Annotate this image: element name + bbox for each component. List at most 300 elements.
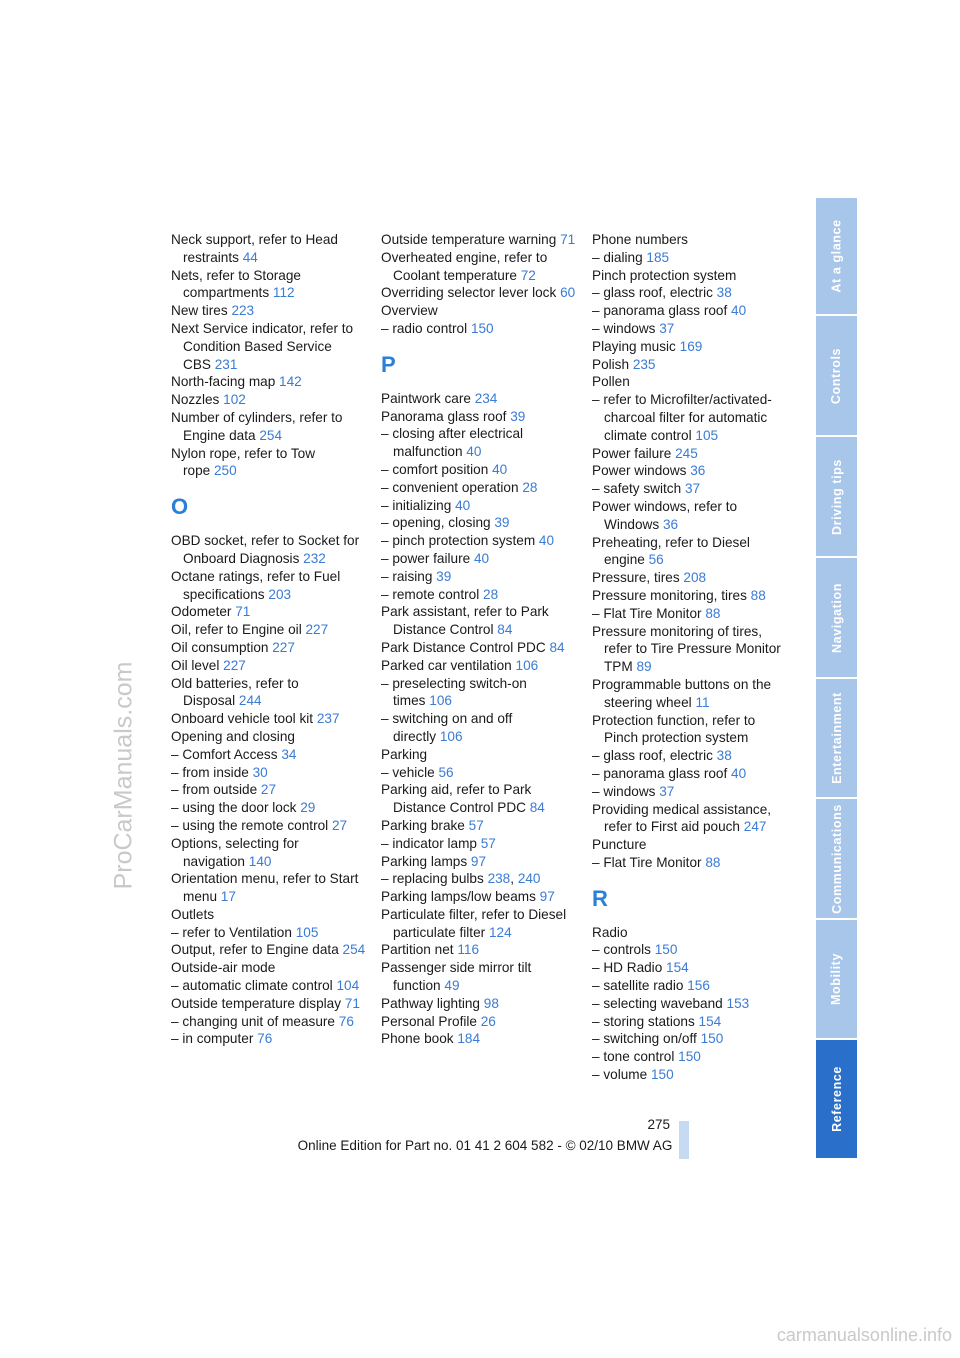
side-watermark-text: ProCarManuals.com — [109, 661, 138, 889]
sidebar-tab-label: Communications — [829, 803, 844, 914]
page-link[interactable]: 28 — [522, 479, 538, 495]
index-entry-text: Panorama glass roof — [381, 408, 507, 424]
index-entry — [381, 906, 581, 942]
index-entry — [381, 514, 581, 532]
index-entry — [171, 409, 371, 445]
page-link[interactable]: 60 — [560, 285, 576, 301]
index-entry-text: Parking brake — [381, 817, 465, 833]
index-entry — [592, 284, 792, 302]
index-entry-text: – from outside — [171, 782, 258, 798]
index-entry-text: Octane ratings, refer to Fuel specifications — [171, 568, 341, 602]
page-link[interactable]: 76 — [338, 1013, 354, 1029]
section-letter: O — [171, 494, 189, 520]
page-link[interactable]: 185 — [646, 249, 670, 265]
index-entry — [381, 835, 581, 853]
index-entry-text: – indicator lamp — [381, 835, 477, 851]
index-entry — [381, 231, 581, 249]
index-entry — [171, 1030, 371, 1048]
side-watermark — [104, 565, 144, 985]
index-entry-text: – refer to Ventilation — [171, 924, 292, 940]
page-link[interactable]: 124 — [488, 924, 512, 940]
index-entry-text: Park Distance Control PDC — [381, 639, 546, 655]
page-link[interactable]: 97 — [470, 853, 487, 869]
page-link[interactable]: 40 — [455, 497, 471, 513]
index-entry — [171, 568, 371, 604]
index-entry-text: Next Service indicator, refer to Condition Based Service CBS — [171, 320, 354, 372]
index-entry-text: – panorama glass roof — [592, 765, 728, 781]
sidebar-tab-label: Navigation — [829, 582, 844, 653]
index-entry-text: Partition net — [381, 942, 454, 958]
index-entry-text: Nozzles — [171, 392, 220, 408]
page-link[interactable]: 88 — [750, 587, 766, 603]
page-link[interactable]: 153 — [726, 995, 750, 1011]
index-entry — [171, 870, 371, 906]
index-entry-text: Paintwork care — [381, 390, 471, 406]
index-entry — [592, 1013, 792, 1031]
page-link[interactable]: 37 — [659, 783, 675, 799]
index-entry-text: – tone control — [592, 1049, 675, 1065]
sidebar-tab-driving-tips[interactable] — [816, 437, 857, 556]
page-link[interactable]: 254 — [259, 427, 283, 443]
index-entry — [381, 603, 581, 639]
index-entry — [171, 924, 371, 942]
page-link[interactable]: 232 — [303, 550, 326, 566]
index-entry — [171, 1013, 371, 1031]
index-entry — [592, 801, 792, 837]
index-entry — [171, 959, 371, 977]
index-entry-text: – Flat Tire Monitor — [592, 854, 702, 870]
index-entry — [171, 302, 371, 320]
index-entry-text: – Flat Tire Monitor — [592, 605, 702, 621]
sidebar-tab-label: Mobility — [829, 952, 844, 1006]
index-entry-text: – panorama glass roof — [592, 303, 728, 319]
page-link[interactable]: 237 — [316, 711, 340, 727]
index-entry — [381, 568, 581, 586]
index-entry — [381, 764, 581, 782]
index-entry-text: Overheated engine, refer to Coolant temperature — [381, 249, 548, 283]
page-link[interactable]: 49 — [444, 978, 460, 994]
index-entry — [381, 284, 581, 302]
index-entry-text: – switching on/off — [592, 1031, 697, 1047]
page-link[interactable]: 88 — [705, 854, 721, 870]
index-entry — [171, 657, 371, 675]
index-entry-text: Power failure — [592, 445, 672, 461]
index-entry — [592, 1048, 792, 1066]
page-link[interactable]: 247 — [743, 819, 767, 835]
index-entry-text: Playing music — [592, 338, 676, 354]
sidebar-tab-mobility[interactable] — [816, 920, 857, 1038]
section-letter: R — [592, 885, 608, 911]
index-entry — [592, 854, 792, 872]
index-entry-text: Pinch protection system — [592, 267, 737, 283]
page-link[interactable]: 40 — [466, 444, 482, 460]
page-link[interactable]: 37 — [659, 320, 675, 336]
page-link[interactable]: 105 — [695, 427, 719, 443]
page-link[interactable]: 40 — [492, 461, 508, 477]
sidebar-tab-communications[interactable] — [816, 799, 857, 918]
index-entry-text: – windows — [592, 783, 656, 799]
page-link[interactable]: 57 — [480, 835, 496, 851]
page-link[interactable]: 106 — [515, 657, 539, 673]
page-link[interactable]: 227 — [223, 657, 246, 673]
index-entry — [592, 977, 792, 995]
index-entry — [592, 587, 792, 605]
index-entry — [171, 675, 371, 711]
index-entry-text: OBD socket, refer to Socket for Onboard Diagnosis — [171, 533, 360, 566]
index-entry — [592, 623, 792, 676]
index-entry-text: – safety switch — [592, 481, 682, 497]
index-entry — [381, 710, 581, 746]
index-entry-text: – remote control — [381, 586, 480, 602]
page-link[interactable]: 154 — [698, 1013, 722, 1029]
index-entry — [381, 1030, 581, 1048]
page-link[interactable]: 105 — [295, 924, 319, 940]
page-link[interactable]: 106 — [439, 728, 463, 744]
page-link[interactable]: 89 — [636, 659, 652, 675]
page-link[interactable]: 244 — [238, 693, 262, 709]
index-entry-text: Old batteries, refer to Disposal — [171, 675, 299, 709]
index-entry — [592, 249, 792, 267]
page-link[interactable]: 17 — [220, 889, 236, 905]
index-entry — [592, 569, 792, 587]
page-link[interactable]: 27 — [331, 817, 348, 833]
page-link[interactable]: 250 — [214, 463, 237, 479]
index-entry — [592, 1066, 792, 1084]
index-entry — [381, 479, 581, 497]
page-link[interactable]: 40 — [473, 550, 490, 566]
index-entry-text: – automatic climate control — [171, 978, 333, 994]
page-link[interactable]: 38 — [716, 748, 732, 764]
page-link[interactable]: 245 — [675, 445, 698, 461]
index-entry — [592, 302, 792, 320]
page-link[interactable]: 36 — [690, 463, 706, 479]
page-link[interactable]: 154 — [666, 960, 689, 976]
index-entry-text: – radio control — [381, 320, 468, 336]
page-link[interactable]: 102 — [223, 392, 246, 408]
index-entry — [381, 532, 581, 550]
page-link[interactable]: 71 — [235, 604, 251, 620]
index-entry-text: New tires — [171, 303, 228, 319]
index-entry-text: Oil level — [171, 657, 220, 673]
index-entry-text: Orientation menu, refer to Start menu — [171, 871, 359, 905]
index-entry — [381, 639, 581, 657]
index-entry — [171, 710, 371, 728]
sidebar-tab-label: Controls — [829, 347, 844, 404]
index-entry — [381, 959, 581, 995]
page-link[interactable]: 29 — [300, 800, 316, 816]
index-entry — [381, 853, 581, 871]
page-link[interactable]: 76 — [257, 1031, 273, 1047]
index-entry-text: Power windows — [592, 463, 687, 479]
page-link[interactable]: 234 — [474, 390, 498, 406]
page-link[interactable]: 26 — [480, 1013, 496, 1029]
index-entry-text: – controls — [592, 942, 651, 958]
page-link[interactable]: 104 — [336, 978, 360, 994]
index-entry: – replacing bulbs 238, 240 — [381, 871, 541, 887]
page-link[interactable]: 34 — [281, 746, 297, 762]
page-link[interactable]: 40 — [731, 765, 747, 781]
index-entry-text: – satellite radio — [592, 978, 684, 994]
index-entry-text: Outside-air mode — [171, 960, 276, 976]
index-entry — [592, 480, 792, 498]
index-entry — [592, 712, 792, 748]
page-link[interactable]: 227 — [305, 622, 329, 638]
page-link[interactable]: 98 — [483, 995, 499, 1011]
sidebar-tab-label: At a glance — [829, 219, 844, 293]
index-entry — [592, 836, 792, 854]
section-letter: P — [381, 351, 396, 377]
page-link[interactable]: 240 — [517, 871, 541, 887]
index-entry-text: – power failure — [381, 550, 471, 566]
page-link[interactable]: 57 — [468, 817, 484, 833]
page-link[interactable]: 72 — [520, 267, 536, 283]
footer-edition: Online Edition for Part no. 01 41 2 604 582 - © 02/10 BMW AG — [297, 1138, 673, 1153]
page-link[interactable]: 106 — [429, 693, 452, 709]
index-entry — [381, 675, 581, 711]
index-entry — [171, 764, 371, 782]
index-entry-text: Parking lamps/low beams — [381, 889, 536, 905]
index-entry — [171, 781, 371, 799]
index-entry — [592, 765, 792, 783]
index-entry-text: Pressure monitoring of tires, refer to Tire Pressure Monitor TPM — [592, 623, 781, 675]
index-entry-text: Pollen — [592, 374, 630, 390]
page-link[interactable]: 150 — [700, 1031, 724, 1047]
index-entry-text: Programmable buttons on the steering wheel — [592, 676, 772, 710]
index-entry-text: Phone numbers — [592, 232, 688, 247]
index-entry — [592, 783, 792, 801]
index-entry-text: – HD Radio — [592, 960, 663, 976]
index-entry — [381, 497, 581, 515]
page-link[interactable]: 97 — [539, 889, 555, 905]
index-entry-text: Power windows, refer to Windows — [592, 498, 738, 532]
page-link[interactable]: 40 — [538, 533, 555, 549]
index-entry — [592, 231, 792, 249]
page-link[interactable]: 38 — [716, 285, 732, 301]
index-entry — [171, 231, 371, 267]
index-entry-text: Outside temperature display — [171, 995, 342, 1011]
page-link[interactable]: 184 — [457, 1031, 481, 1047]
index-entry — [171, 746, 371, 764]
index-entry-text: Opening and closing — [171, 728, 295, 744]
index-entry-text: – windows — [592, 320, 656, 336]
page-link[interactable]: 39 — [436, 568, 452, 584]
index-entry-text: – opening, closing — [381, 515, 491, 531]
index-entry-text: Particulate filter, refer to Diesel particulate filter — [381, 906, 567, 940]
index-entry-text: – selecting waveband — [592, 995, 723, 1011]
index-entry — [592, 391, 792, 444]
index-entry-text: – glass roof, electric — [592, 285, 713, 301]
index-entry — [171, 639, 371, 657]
page-link[interactable]: 11 — [695, 694, 710, 710]
index-entry — [171, 817, 371, 835]
page-link[interactable]: 169 — [679, 338, 703, 354]
sidebar-tab-label: Driving tips — [829, 458, 844, 535]
page-number: 275 — [647, 1117, 670, 1132]
index-entry — [592, 941, 792, 959]
index-entry-text: Outside temperature warning — [381, 232, 557, 247]
sidebar-tab-entertainment[interactable] — [816, 679, 857, 797]
page-link[interactable]: 36 — [662, 516, 679, 532]
index-entry-text: – pinch protection system — [381, 533, 536, 549]
index-entry-text: Pressure, tires — [592, 570, 680, 586]
index-entry-text: Puncture — [592, 837, 647, 853]
index-entry — [592, 924, 792, 942]
index-entry-text: Pressure monitoring, tires — [592, 587, 747, 603]
index-entry — [381, 408, 581, 426]
index-entry — [171, 977, 371, 995]
page-link[interactable]: 254 — [342, 942, 366, 958]
page-link[interactable]: 156 — [687, 978, 710, 994]
index-entry — [171, 995, 371, 1013]
page-link[interactable]: 27 — [260, 782, 277, 798]
index-entry-text: Parked car ventilation — [381, 657, 512, 673]
page-link[interactable]: 39 — [494, 515, 510, 531]
index-entry-text: Overview — [381, 303, 438, 319]
index-entry — [592, 338, 792, 356]
index-column-3 — [592, 231, 792, 1084]
page-link[interactable]: 71 — [560, 232, 576, 247]
index-entry — [381, 586, 581, 604]
index-entry-text: Park assistant, refer to Park Distance Control — [381, 604, 549, 638]
index-entry — [381, 425, 581, 461]
index-entry-text: Parking aid, refer to Park Distance Control PDC — [381, 782, 532, 816]
sidebar-tab-label: Entertainment — [829, 692, 844, 784]
page-link[interactable]: 71 — [344, 995, 360, 1011]
chapter-sidebar — [816, 198, 857, 1160]
index-column-1 — [171, 231, 371, 1048]
page-link[interactable]: 223 — [231, 303, 255, 319]
index-entry — [592, 676, 792, 712]
index-entry — [381, 1013, 581, 1031]
index-entry-text: Parking — [381, 746, 428, 762]
index-entry-text: Oil consumption — [171, 639, 269, 655]
index-entry — [592, 373, 792, 391]
index-entry-text: Neck support, refer to Head restraints — [171, 232, 338, 265]
index-column-2 — [381, 231, 581, 1048]
page-link[interactable]: 112 — [272, 285, 295, 301]
index-entry-text: Onboard vehicle tool kit — [171, 711, 314, 727]
index-entry — [171, 373, 371, 391]
index-entry-text: – from inside — [171, 764, 249, 780]
index-entry-text: Odometer — [171, 604, 232, 620]
index-entry — [171, 835, 371, 871]
index-entry-text: Pathway lighting — [381, 995, 480, 1011]
page-link[interactable]: 56 — [438, 764, 454, 780]
page-link[interactable]: 227 — [272, 639, 295, 655]
sidebar-tab-navigation[interactable] — [816, 558, 857, 677]
index-entry — [171, 906, 371, 924]
index-entry-text: – storing stations — [592, 1013, 695, 1029]
index-entry — [381, 995, 581, 1013]
page-link[interactable]: 238 — [487, 871, 511, 887]
page-link[interactable]: 150 — [678, 1049, 701, 1065]
index-entry — [592, 445, 792, 463]
page-link[interactable]: 84 — [497, 622, 513, 638]
index-entry-text: Nylon rope, refer to Tow rope — [171, 445, 316, 479]
index-entry — [592, 356, 792, 374]
page-link[interactable]: 235 — [632, 356, 656, 372]
index-entry — [381, 320, 581, 338]
page-link[interactable]: 140 — [248, 853, 272, 869]
index-entry-text: Outlets — [171, 906, 215, 922]
index-entry — [592, 747, 792, 765]
index-entry-text: Options, selecting for navigation — [171, 835, 299, 869]
index-entry — [592, 498, 792, 534]
index-entry — [381, 781, 581, 817]
page-link[interactable]: 84 — [549, 639, 565, 655]
index-entry — [592, 959, 792, 977]
sidebar-tab-controls[interactable] — [816, 316, 857, 435]
page-link[interactable]: 84 — [529, 800, 545, 816]
index-entry-text: – using the door lock — [171, 800, 297, 816]
page-link[interactable]: 208 — [683, 570, 707, 586]
sidebar-tab-at-a-glance[interactable] — [816, 198, 857, 314]
index-entry — [381, 550, 581, 568]
index-entry-text: – comfort position — [381, 461, 489, 477]
index-entry — [592, 1030, 792, 1048]
index-entry-text: – replacing bulbs — [381, 871, 484, 887]
index-entry-text: – dialing — [592, 249, 643, 265]
index-entry-text: – closing after electrical malfunction — [381, 426, 524, 460]
index-entry — [381, 390, 581, 408]
index-entry — [171, 728, 371, 746]
page-link[interactable]: 56 — [648, 552, 664, 568]
page-link[interactable]: 88 — [705, 605, 721, 621]
index-entry-text: – preselecting switch-on times — [381, 675, 527, 709]
page-link[interactable]: 44 — [242, 249, 258, 265]
index-entry-text: Radio — [592, 924, 628, 940]
index-entry — [381, 746, 581, 764]
index-entry — [171, 267, 371, 303]
index-entry-text: North-facing map — [171, 374, 276, 390]
page-link[interactable]: 30 — [252, 764, 268, 780]
index-entry — [171, 941, 371, 959]
page-link[interactable]: 142 — [279, 374, 302, 390]
index-entry-text: Protection function, refer to Pinch protection system — [592, 712, 756, 746]
page-link[interactable]: 231 — [214, 356, 238, 372]
index-entry-text: Overriding selector lever lock — [381, 285, 557, 301]
page-link[interactable]: 203 — [268, 586, 292, 602]
index-entry — [592, 534, 792, 570]
page-link[interactable]: 28 — [483, 586, 499, 602]
index-entry-text: – glass roof, electric — [592, 748, 713, 764]
page-link[interactable]: 37 — [684, 481, 701, 497]
index-entry — [171, 445, 371, 481]
index-entry-text: Providing medical assistance, refer to First aid pouch — [592, 801, 772, 835]
index-entry-text: – using the remote control — [171, 817, 329, 833]
page-link[interactable]: 150 — [654, 942, 678, 958]
index-entry-text: – volume — [592, 1067, 648, 1083]
page-link[interactable]: 116 — [457, 942, 479, 958]
index-entry-text: Nets, refer to Storage compartments — [171, 267, 301, 301]
page-link[interactable]: 150 — [650, 1067, 674, 1083]
index-entry-text: Polish — [592, 356, 630, 372]
index-entry-text: Oil, refer to Engine oil — [171, 622, 302, 638]
page-link[interactable]: 40 — [731, 303, 747, 319]
index-entry-text: – vehicle — [381, 764, 435, 780]
page-link[interactable]: 39 — [510, 408, 526, 424]
page-link[interactable]: 150 — [470, 320, 494, 336]
sidebar-tab-label: Reference — [829, 1066, 844, 1132]
index-entry — [171, 320, 371, 373]
index-entry — [171, 391, 371, 409]
index-entry-text: – Comfort Access — [171, 746, 278, 762]
index-entry-text: – convenient operation — [381, 479, 519, 495]
index-entry-text: Passenger side mirror tilt function — [381, 960, 532, 994]
index-entry-text: Phone book — [381, 1031, 454, 1047]
index-entry-text: Output, refer to Engine data — [171, 942, 339, 958]
index-entry — [381, 461, 581, 479]
